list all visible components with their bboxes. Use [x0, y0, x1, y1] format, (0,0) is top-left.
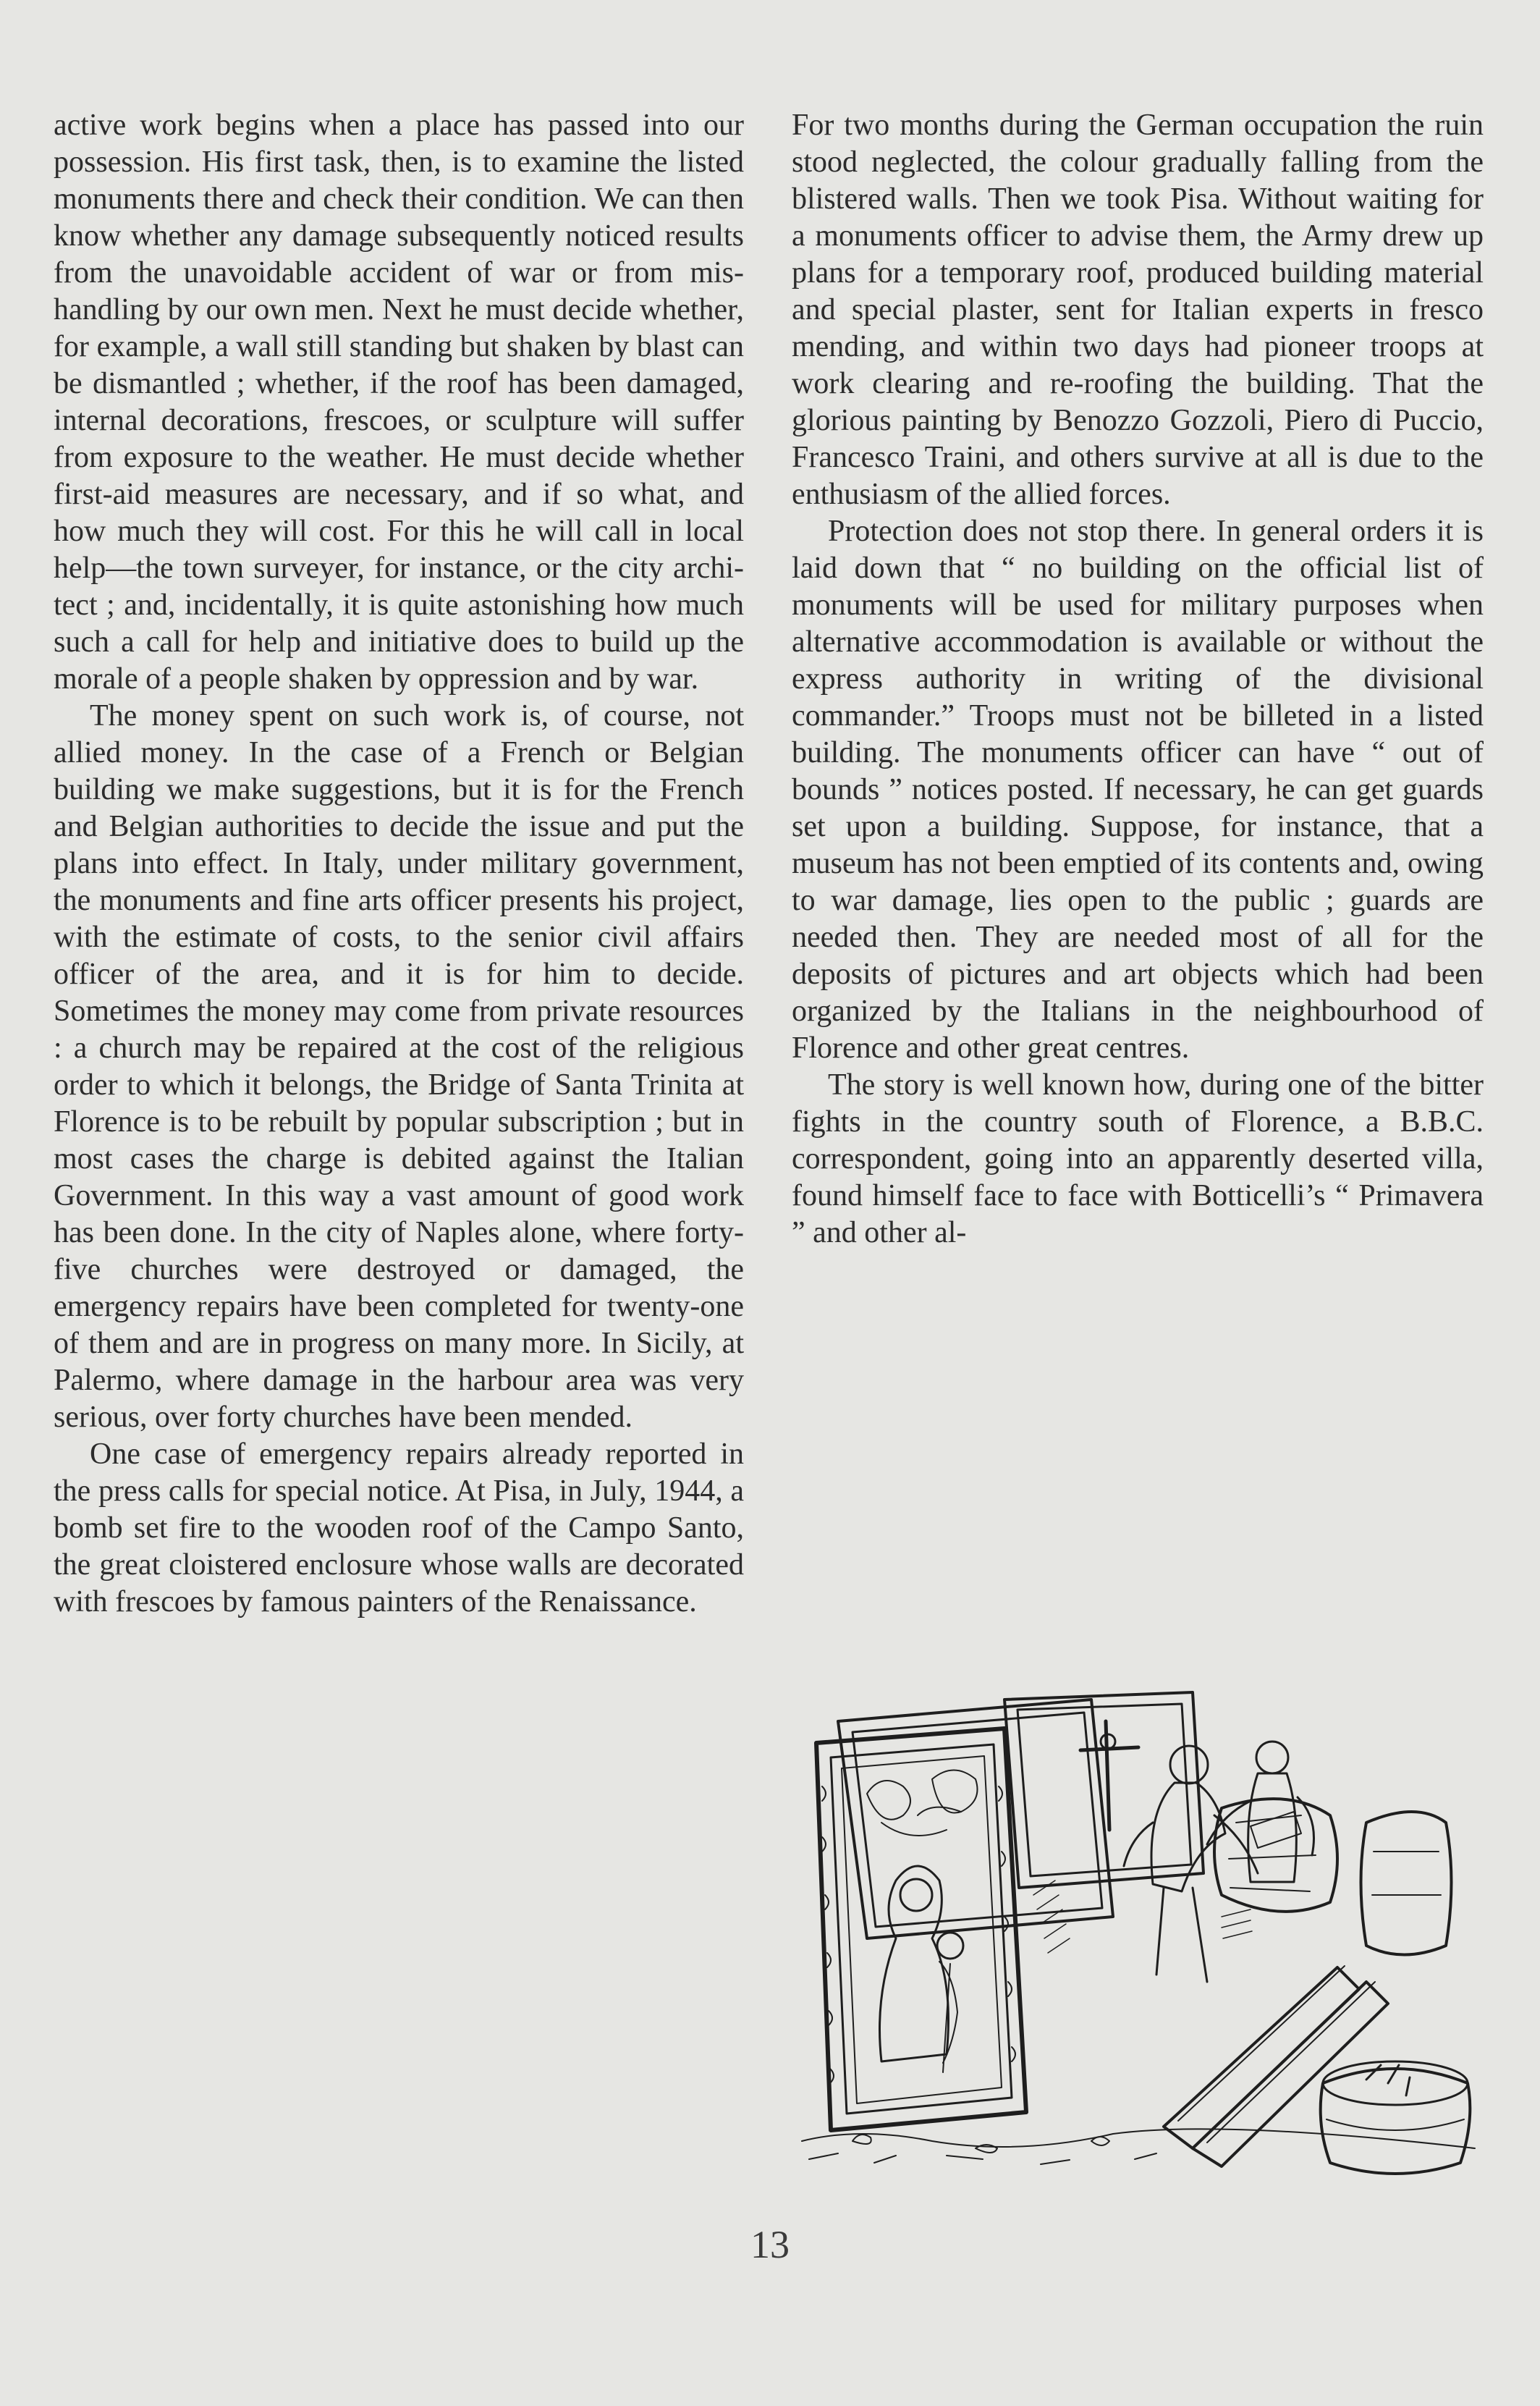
- page-number: 13: [750, 2223, 790, 2266]
- paragraph: Protection does not stop there. In general orders it is laid down that “ no building on the official list of monuments will be used for military purposes when alternative accommodation is available or without the express authority in writing of the divisional commander.” Troops must not be billeted in a listed building. The monuments officer can have “ out of bounds ” notices posted. If necessary, he can get guards set upon a building. Suppose, for instance, that a museum has not been emptied of its contents and, owing to war damage, lies open to the public ; guards are needed then. They are needed most of all for the deposits of pictures and art objects which had been organized by the Italians in the neighbourhood of Florence and other great centres.: [792, 515, 1484, 1065]
- paragraph: The money spent on such work is, of course, not allied money. In the case of a French or Belgian building we make suggestions, but it is for the French and Belgian authorities to decide the issue and put the plans into effect. In Italy, under military government, the monuments and fine arts officer presents his project, with the estimate of costs, to the senior civil affairs officer of the area, and it is for him to decide. Sometimes the money may come from private resources : a church may be repaired at the cost of the religious order to which it belongs, the Bridge of Santa Trinita at Florence is to be rebuilt by popular subscription ; but in most cases the charge is debited against the Italian Government. In this way a vast amount of good work has been done. In the city of Naples alone, where forty-five churches were destroyed or damaged, the emergency repairs have been completed for twenty-one of them and are in progress on many more. In Sicily, at Palermo, where damage in the harbour area was very serious, over forty churches have been mended.: [54, 699, 744, 1434]
- paragraph: active work begins when a place has passed into our possession. His first task, then, is to examine the listed monuments there and check their condition. We can then know whether any damage subsequently noticed results from the unavoidable accident of war or from mishandling by our own men. Next he must decide whether, for example, a wall still standing but shaken by blast can be dismantled ; whether, if the roof has been damaged, internal decorations, frescoes, or sculpture will suffer from exposure to the weather. He must decide whether first-aid measures are necessary, and if so what, and how much they will cost. For this he will call in local help—the town surveyer, for instance, or the city architect ; and, incidentally, it is quite astonishing how much such a call for help and initiative does to build up the morale of a people shaken by oppression and by war.: [54, 109, 744, 696]
- paragraph: The story is well known how, during one of the bitter fights in the country south of Florence, a B.B.C. correspondent, going into an apparently deserted villa, found himself face to face with Botticelli’s “ Primavera ” and other al-: [792, 1068, 1484, 1249]
- paragraph: One case of emergency repairs already reported in the press calls for special notice. At Pisa, in July, 1944, a bomb set fire to the wooden roof of the Campo Santo, the great cloistered enclosure whose walls are decorated with frescoes by famous painters of the Renaissance.: [54, 1438, 744, 1618]
- paragraph: For two months during the German occupation the ruin stood neglected, the colour gradually falling from the blistered walls. Then we took Pisa. Without waiting for a monuments officer to advise them, the Army drew up plans for a temporary roof, produced building material and special plaster, sent for Italian experts in fresco mending, and within two days had pioneer troops at work clearing and re-roofing the building. That the glorious painting by Benozzo Gozzoli, Piero di Puccio, Francesco Traini, and others survive at all is due to the enthusiasm of the allied forces.: [792, 109, 1484, 511]
- text-column-right: [792, 107, 1484, 1251]
- illustration-drawing: [787, 1678, 1482, 2177]
- sketch-illustration-icon: [787, 1678, 1482, 2177]
- text-column-left: [54, 107, 744, 1621]
